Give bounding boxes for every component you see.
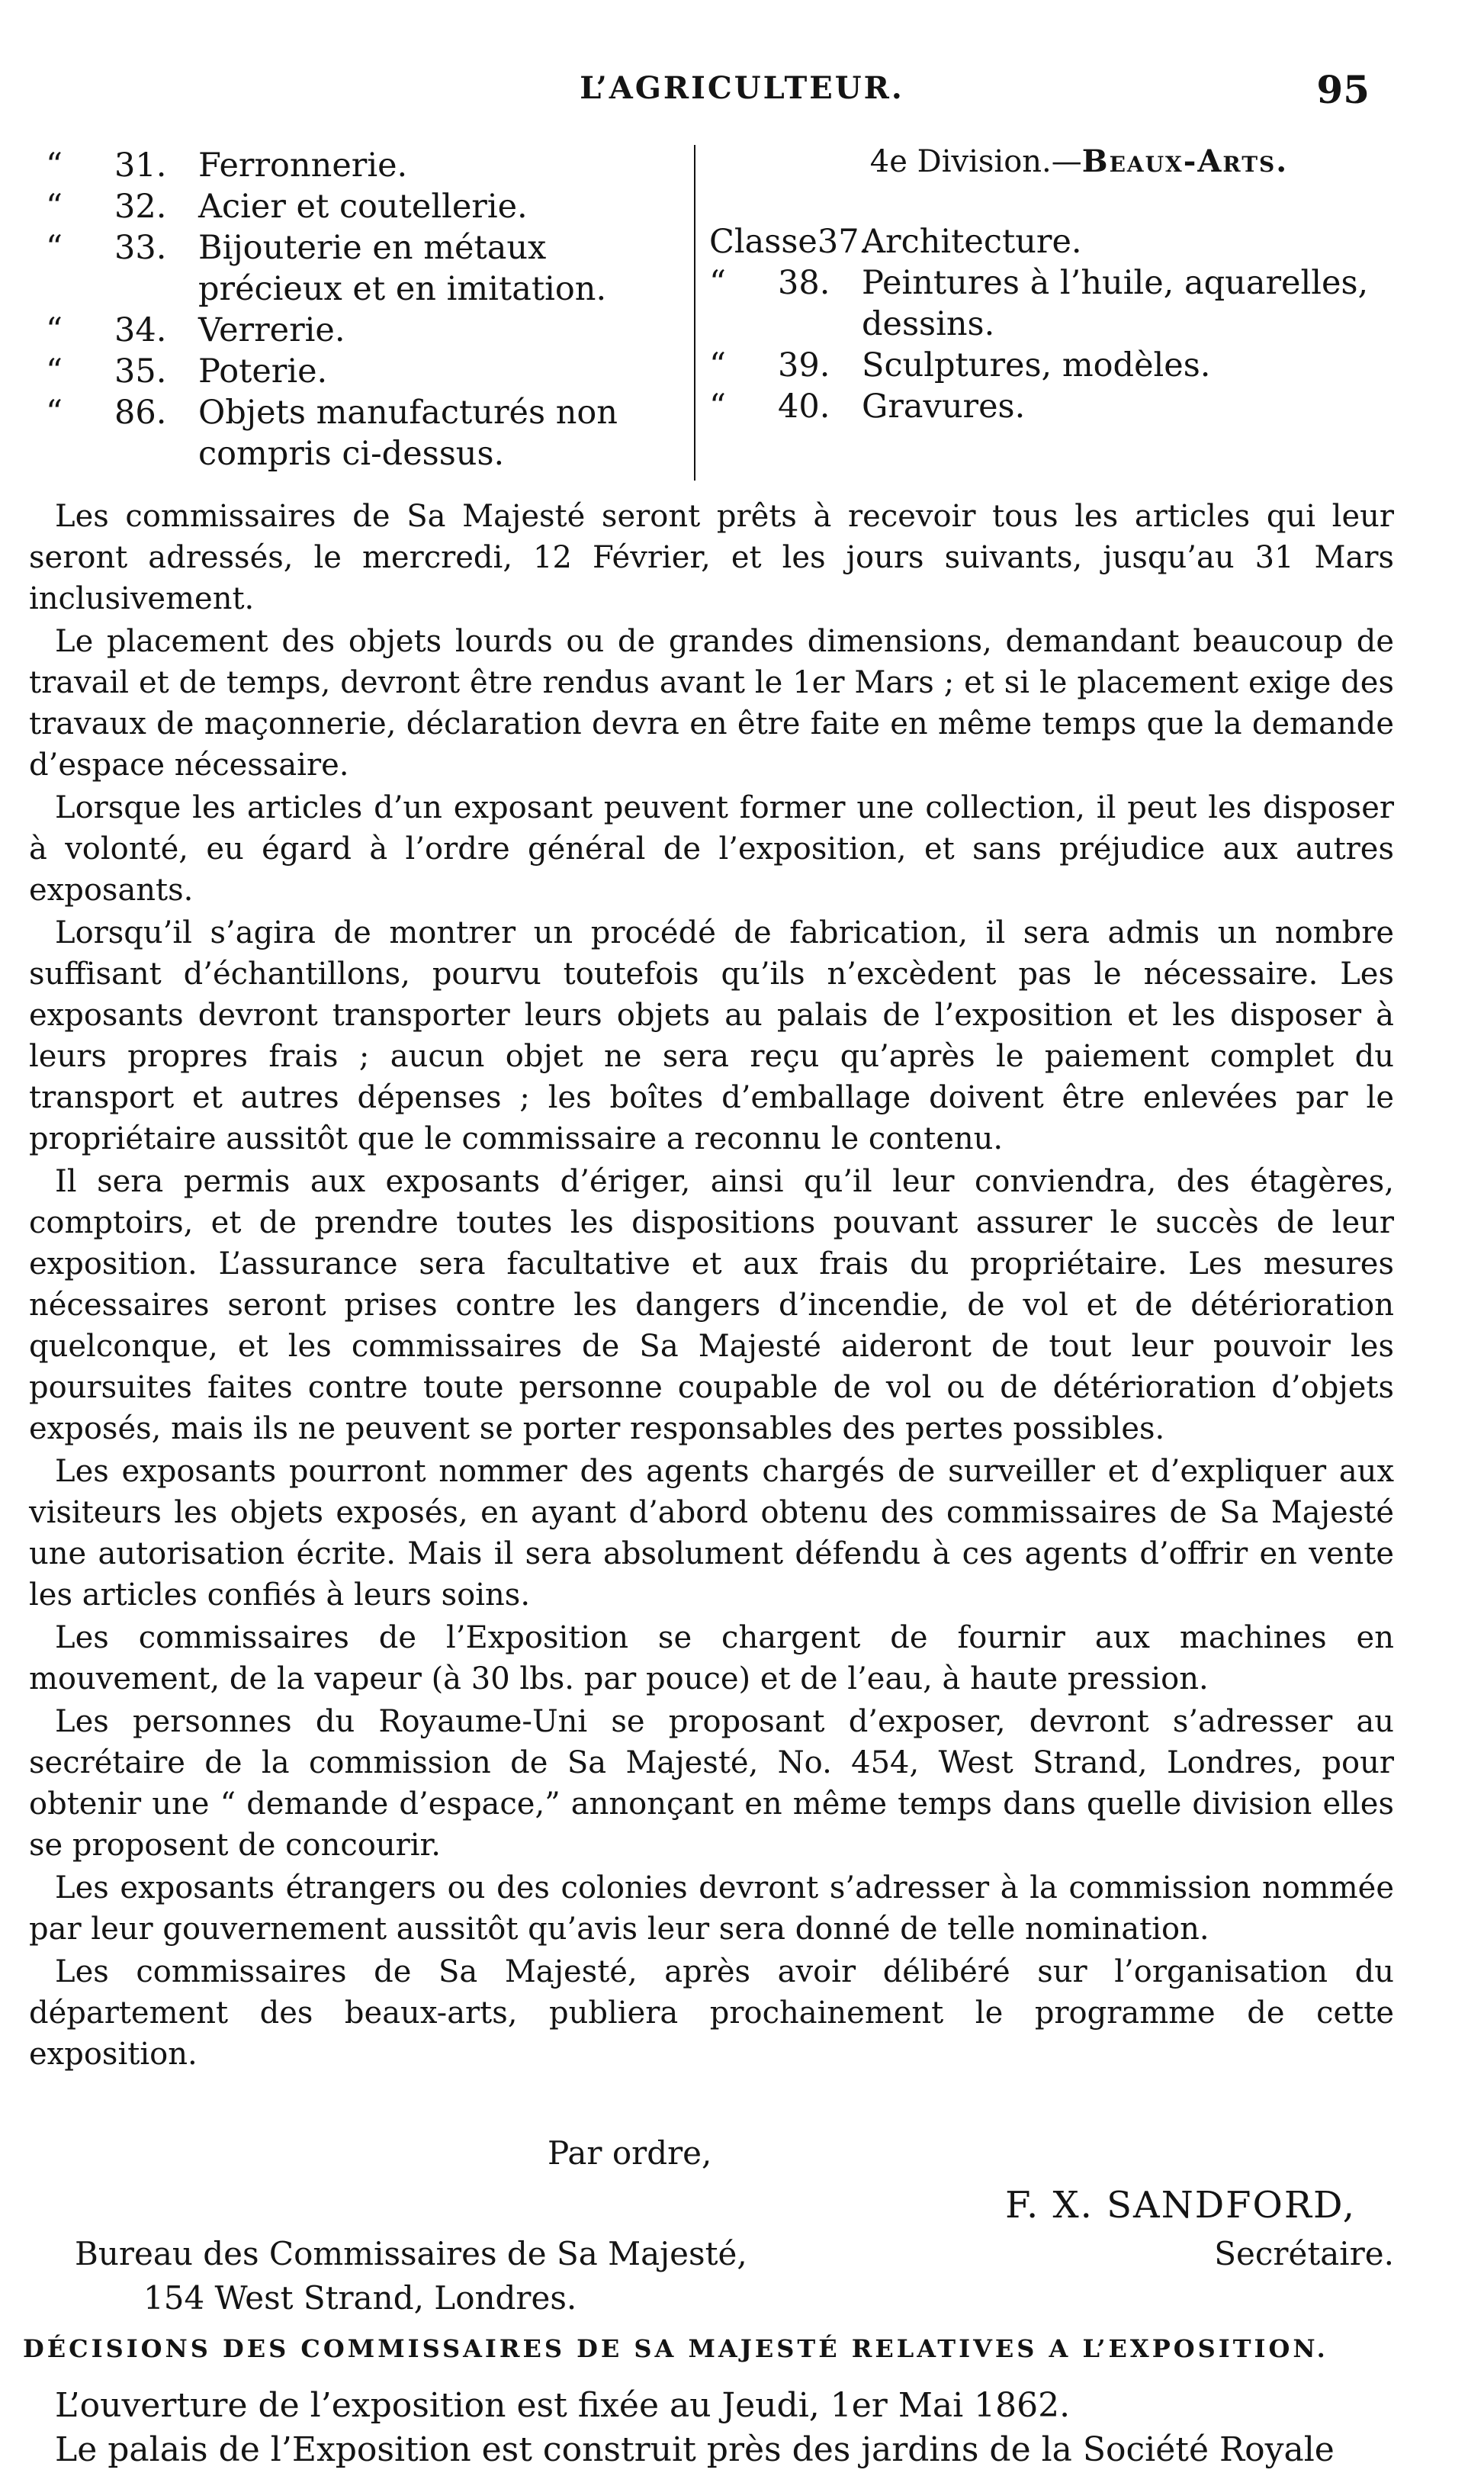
decisions-heading: DÉCISIONS DES COMMISSAIRES DE SA MAJESTÉ RELATIVES A L’EXPOSITION. [23,2334,1328,2363]
page-header [0,67,1484,124]
class-name: Acier et coutellerie. [198,188,528,226]
class-list-block [46,145,1411,488]
class-name: Verrerie. [198,311,345,349]
par-ordre: Par ordre, [548,2134,712,2172]
paragraph: Le placement des objets lourds ou de grandes dimensions, demandant beaucoup de travail et de temps, devront être rendus avant le 1er Mars ; et si le placement exige des travaux de maçonnerie, déclaration devra en être faite en même temps que la demande d’espace nécessaire. [29,624,1394,783]
decisions-text [29,2384,1394,2472]
class-item [709,345,1411,386]
ditto-mark: “ [46,229,63,267]
class-number: 35. [114,352,167,391]
class-item [709,262,1411,345]
class-number: 40. [778,387,830,426]
class-name: Objets manufacturés non compris ci-dessus. [198,394,618,473]
class-list-left [46,145,671,474]
class-list-right [709,145,1411,427]
division-heading [747,145,1411,221]
class-name: Poterie. [198,352,328,391]
class-number: 32. [114,188,167,226]
ditto-mark: “ [709,387,726,426]
signatory-title: Secrétaire. [1214,2235,1394,2272]
paragraph: Les commissaires de Sa Majesté, après avoir délibéré sur l’organisation du département des beaux-arts, publiera prochainement le programme de cette exposition. [29,1954,1394,2072]
class-number: 34. [114,311,167,349]
paragraph: Les exposants étrangers ou des colonies devront s’adresser à la commission nommée par leur gouvernement aussitôt qu’avis leur sera donné de telle nomination. [29,1870,1394,1947]
decision-line: Le palais de l’Exposition est construit près des jardins de la Société Royale [55,2430,1335,2469]
class-name: Gravures. [862,387,1026,426]
class-item [46,186,671,227]
body-text [29,496,1394,2076]
decision-line: L’ouverture de l’exposition est fixée au Jeudi, 1er Mai 1862. [55,2386,1071,2425]
ditto-mark: “ [709,346,726,384]
ditto-mark: “ [46,188,63,226]
paragraph: Les personnes du Royaume-Uni se proposant d’exposer, devront s’adresser au secrétaire de la commission de Sa Majesté, No. 454, West Strand, Londres, pour obtenir une “ demande d’espace,” annonçant en même temps dans quelle division elles se proposent de concourir. [29,1704,1394,1863]
class-number: 38. [778,264,830,302]
class-item [46,145,671,186]
class-number: 39. [778,346,830,384]
class-name: Architecture. [862,223,1082,261]
signatory-office: Bureau des Commissaires de Sa Majesté, [75,2235,747,2272]
paragraph: Lorsque les articles d’un exposant peuvent former une collection, il peut les disposer à volonté, eu égard à l’ordre général de l’exposition, et sans préjudice aux autres exposants. [29,790,1394,908]
class-item [46,227,671,310]
class-item [46,392,671,474]
ditto-mark: “ [46,352,63,391]
running-title: L’AGRICULTEUR. [580,70,904,106]
paragraph: Les exposants pourront nommer des agents chargés de surveiller et d’expliquer aux visiteurs les objets exposés, en ayant d’abord obtenu des commissaires de Sa Majesté une autorisation écrite. Mais il sera absolument défendu à ces agents d’offrir en vente les articles confiés à leurs soins. [29,1454,1394,1613]
division-name: Beaux-Arts. [1081,143,1289,179]
paragraph: Lorsqu’il s’agira de montrer un procédé de fabrication, il sera admis un nombre suffisant d’échantillons, pourvu toutefois qu’ils n’excèdent pas le nécessaire. Les exposants devront transporter leurs objets au palais de l’exposition et les disposer à leurs propres frais ; aucun objet ne sera reçu qu’après le paiement complet du transport et autres dépenses ; les boîtes d’emballage doivent être enlevées par le propriétaire aussitôt que le commissaire a reconnu le contenu. [29,915,1394,1156]
signature-block [29,2132,1394,2317]
division-prefix: 4e Division.— [869,144,1082,179]
class-label: Classe37. [709,223,870,261]
class-number: 86. [114,394,167,432]
ditto-mark: “ [46,146,63,185]
signatory-address: 154 West Strand, Londres. [143,2279,577,2317]
class-number: 31. [114,146,167,185]
paragraph: Les commissaires de Sa Majesté seront prêts à recevoir tous les articles qui leur seront adressés, le mercredi, 12 Février, et les jours suivants, jusqu’au 31 Mars inclusivement. [29,499,1394,616]
class-item [709,221,1411,262]
class-item [46,351,671,392]
paragraph: Les commissaires de l’Exposition se chargent de fournir aux machines en mouvement, de la vapeur (à 30 lbs. par pouce) et de l’eau, à haute pression. [29,1620,1394,1696]
paragraph: Il sera permis aux exposants d’ériger, ainsi qu’il leur conviendra, des étagères, comptoirs, et de prendre toutes les dispositions pouvant assurer le succès de leur exposition. L’assurance sera facultative et aux frais du propriétaire. Les mesures nécessaires seront prises contre les dangers d’incendie, de vol et de détérioration quelconque, et les commissaires de Sa Majesté aideront de tout leur pouvoir les poursuites faites contre toute personne coupable de vol ou de détérioration d’objets exposés, mais ils ne peuvent se porter responsables des pertes possibles. [29,1164,1394,1446]
signatory-name: F. X. SANDFORD, [1005,2184,1356,2227]
class-name: Sculptures, modèles. [862,346,1211,384]
class-item [709,386,1411,427]
ditto-mark: “ [46,311,63,349]
ditto-mark: “ [46,394,63,432]
ditto-mark: “ [709,264,726,302]
class-name: Ferronnerie. [198,146,408,185]
class-item [46,310,671,351]
page-number: 95 [1316,67,1370,112]
class-number: 33. [114,229,167,267]
class-name: Bijouterie en métaux précieux et en imitation. [198,229,607,308]
column-divider [694,145,695,481]
class-name: Peintures à l’huile, aquarelles, dessins. [862,264,1369,343]
